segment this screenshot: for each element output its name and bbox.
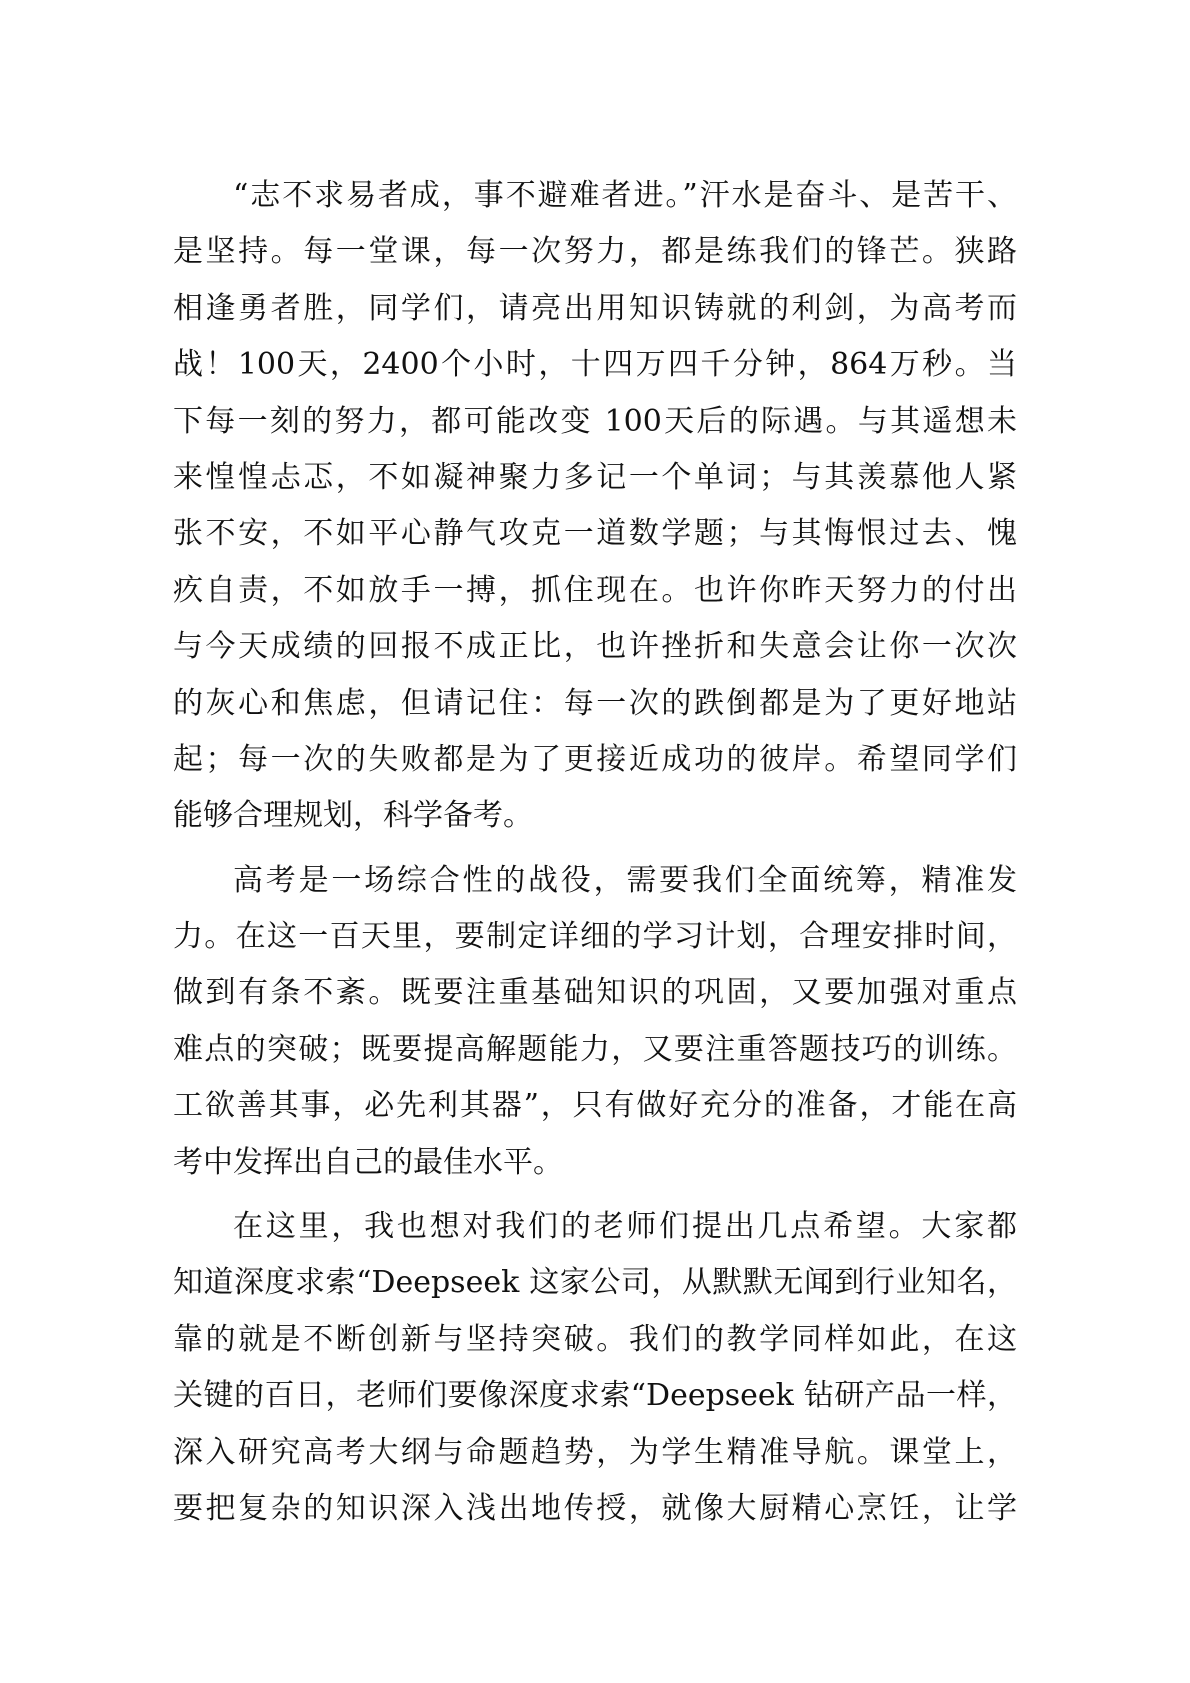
text-line: 靠的就是不断创新与坚持突破。我们的教学同样如此，在这 <box>173 1321 1017 1357</box>
text-line: 做到有条不紊。既要注重基础知识的巩固，又要加强对重点 <box>173 975 1017 1011</box>
text-line: 战！100天，2400个小时，十四万四千分钟，864万秒。当 <box>173 347 1017 383</box>
text-line: 疚自责，不如放手一搏，抓住现在。也许你昨天努力的付出 <box>173 572 1017 608</box>
paragraph <box>173 1199 1017 1537</box>
text-line: 下每一刻的努力，都可能改变 100天后的际遇。与其遥想未 <box>173 403 1017 439</box>
document-body <box>173 168 1017 1537</box>
text-line: 工欲善其事，必先利其器”，只有做好充分的准备，才能在高 <box>173 1088 1017 1124</box>
text-line: 深入研究高考大纲与命题趋势，为学生精准导航。课堂上， <box>173 1434 1017 1470</box>
text-line: 高考是一场综合性的战役，需要我们全面统筹，精准发 <box>233 862 1017 898</box>
text-line: 起；每一次的失败都是为了更接近成功的彼岸。希望同学们 <box>173 741 1017 777</box>
text-line: 考中发挥出自己的最佳水平。 <box>173 1144 563 1180</box>
text-line: 的灰心和焦虑，但请记住：每一次的跌倒都是为了更好地站 <box>173 685 1017 721</box>
paragraph <box>173 853 1017 1191</box>
text-line: 是坚持。每一堂课，每一次努力，都是练我们的锋芒。狭路 <box>173 234 1017 270</box>
text-line: 与今天成绩的回报不成正比，也许挫折和失意会让你一次次 <box>173 629 1017 665</box>
text-line: 要把复杂的知识深入浅出地传授，就像大厨精心烹饪，让学 <box>173 1490 1017 1526</box>
text-line: 力。在这一百天里，要制定详细的学习计划，合理安排时间， <box>173 919 1017 955</box>
text-line: “志不求易者成，事不避难者进。”汗水是奋斗、是苦干、 <box>233 178 1017 213</box>
text-line: 知道深度求索“Deepseek 这家公司，从默默无闻到行业知名， <box>173 1265 1017 1301</box>
text-line: 难点的突破；既要提高解题能力，又要注重答题技巧的训练。 <box>173 1031 1017 1067</box>
paragraph-gap <box>173 845 1017 853</box>
paragraph-gap <box>173 1191 1017 1199</box>
text-line: 相逢勇者胜，同学们，请亮出用知识铸就的利剑，为高考而 <box>173 290 1017 326</box>
text-line: 关键的百日，老师们要像深度求索“Deepseek 钻研产品一样， <box>173 1378 1017 1414</box>
text-line: 张不安，不如平心静气攻克一道数学题；与其悔恨过去、愧 <box>173 516 1017 552</box>
text-line: 能够合理规划，科学备考。 <box>173 798 533 834</box>
text-line: 来惶惶忐忑，不如凝神聚力多记一个单词；与其羡慕他人紧 <box>173 459 1017 495</box>
paragraph <box>173 168 1017 845</box>
text-line: 在这里，我也想对我们的老师们提出几点希望。大家都 <box>233 1209 1017 1245</box>
